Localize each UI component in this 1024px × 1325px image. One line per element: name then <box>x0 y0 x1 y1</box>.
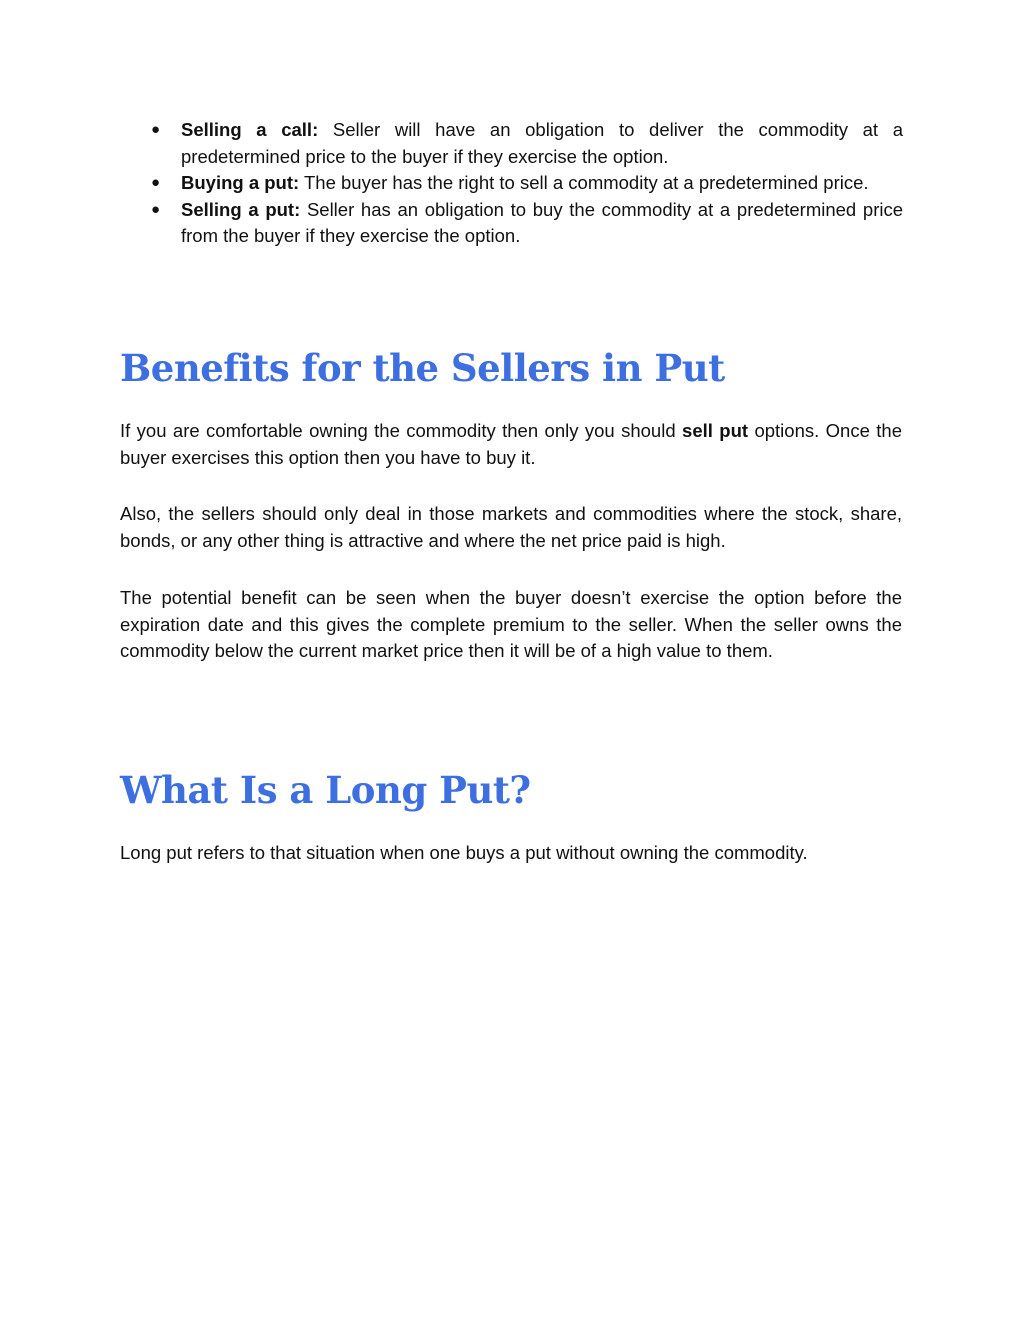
bullet-icon: ● <box>151 121 161 138</box>
bullet-text: The buyer has the right to sell a commodity at a predetermined price. <box>299 172 869 193</box>
bullet-term: Selling a call: <box>181 119 319 140</box>
benefits-paragraph-3: The potential benefit can be seen when the buyer doesn’t exercise the option before the expiration date and this gives the complete premium to the seller. When the seller owns the commodity below the current market price then it will be of a high value to them. <box>120 587 902 662</box>
list-item <box>151 117 903 170</box>
bullet-term: Buying a put: <box>181 172 300 193</box>
sell-put-emphasis: sell put <box>682 420 749 441</box>
options-bullet-list <box>151 117 903 250</box>
list-item <box>151 197 903 250</box>
list-item <box>151 170 903 197</box>
benefits-paragraph-2: Also, the sellers should only deal in those markets and commodities where the stock, share, bonds, or any other thing is attractive and where the net price paid is high. <box>120 503 902 551</box>
long-put-paragraph: Long put refers to that situation when one buys a put without owning the commodity. <box>120 842 808 863</box>
bullet-text: Seller has an obligation to buy the commodity at a predetermined price from the buyer if they exercise the option. <box>181 198 903 246</box>
bullet-icon: ● <box>151 174 161 191</box>
bullet-icon: ● <box>151 200 161 218</box>
paragraph-text: If you are comfortable owning the commodity then only you should <box>120 420 683 441</box>
benefits-heading: Benefits for the Sellers in Put <box>120 346 725 390</box>
bullet-text: Seller will have an obligation to deliver the commodity at a predetermined price to the buyer if they exercise the option. <box>181 119 903 167</box>
benefits-paragraph-1 <box>120 418 902 471</box>
bullet-term: Selling a put: <box>181 198 301 220</box>
long-put-heading: What Is a Long Put? <box>120 768 531 812</box>
paragraph-text: options. Once the buyer exercises this option then you have to buy it. <box>120 420 903 468</box>
